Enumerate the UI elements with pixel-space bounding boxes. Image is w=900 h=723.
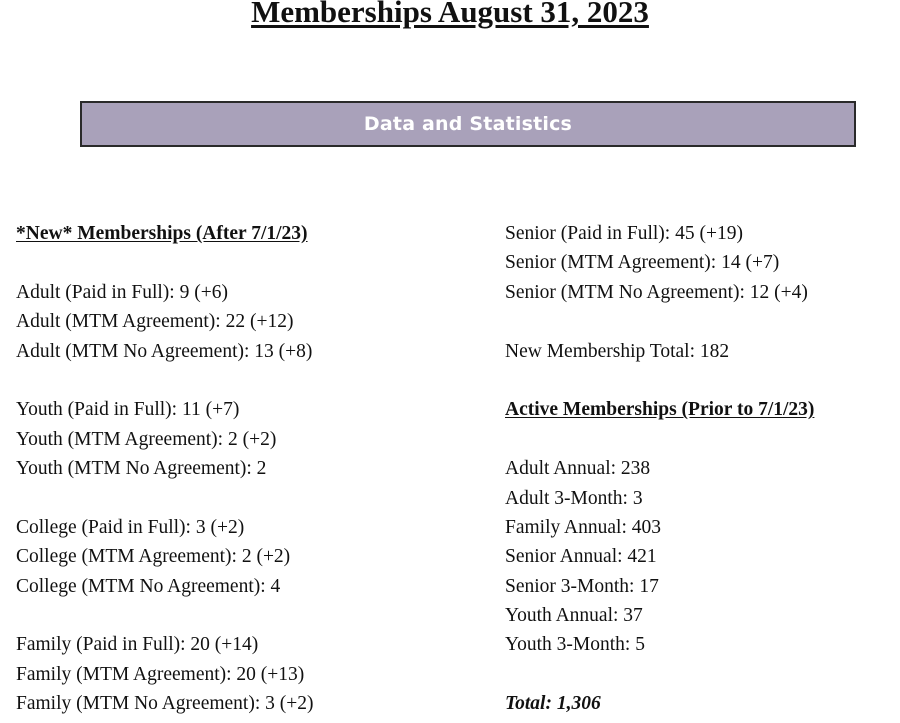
senior-paid-in-full: Senior (Paid in Full): 45 (+19) <box>505 223 743 244</box>
new-memberships-column <box>16 219 314 719</box>
adult-3-month: Adult 3-Month: 3 <box>505 487 643 509</box>
active-memberships-heading: Active Memberships (Prior to 7/1/23) <box>505 399 815 421</box>
section-banner <box>80 101 856 147</box>
page-title: Memberships August 31, 2023 <box>251 0 649 29</box>
youth-mtm-agreement: Youth (MTM Agreement): 2 (+2) <box>16 428 277 450</box>
adult-mtm-no-agreement: Adult (MTM No Agreement): 13 (+8) <box>16 340 313 362</box>
family-mtm-agreement: Family (MTM Agreement): 20 (+13) <box>16 663 305 685</box>
active-total: Total: 1,306 <box>505 693 601 715</box>
new-membership-total: New Membership Total: 182 <box>505 340 730 362</box>
adult-mtm-agreement: Adult (MTM Agreement): 22 (+12) <box>16 311 294 333</box>
family-paid-in-full: Family (Paid in Full): 20 (+14) <box>16 634 259 656</box>
family-annual: Family Annual: 403 <box>505 516 661 538</box>
youth-3-month: Youth 3-Month: 5 <box>505 634 645 656</box>
college-mtm-no-agreement: College (MTM No Agreement): 4 <box>16 575 281 597</box>
senior-3-month: Senior 3-Month: 17 <box>505 575 659 597</box>
senior-mtm-agreement: Senior (MTM Agreement): 14 (+7) <box>505 252 780 274</box>
right-column <box>505 219 814 719</box>
senior-mtm-no-agreement: Senior (MTM No Agreement): 12 (+4) <box>505 281 808 303</box>
banner-label: Data and Statistics <box>363 113 573 135</box>
college-mtm-agreement: College (MTM Agreement): 2 (+2) <box>16 546 291 568</box>
youth-annual: Youth Annual: 37 <box>505 605 643 627</box>
youth-paid-in-full: Youth (Paid in Full): 11 (+7) <box>16 399 240 421</box>
new-memberships-heading: *New* Memberships (After 7/1/23) <box>16 223 308 244</box>
family-mtm-no-agreement: Family (MTM No Agreement): 3 (+2) <box>16 693 314 715</box>
adult-paid-in-full: Adult (Paid in Full): 9 (+6) <box>16 281 228 303</box>
senior-annual: Senior Annual: 421 <box>505 546 657 568</box>
adult-annual: Adult Annual: 238 <box>505 458 651 480</box>
youth-mtm-no-agreement: Youth (MTM No Agreement): 2 <box>16 458 267 480</box>
college-paid-in-full: College (Paid in Full): 3 (+2) <box>16 516 245 538</box>
